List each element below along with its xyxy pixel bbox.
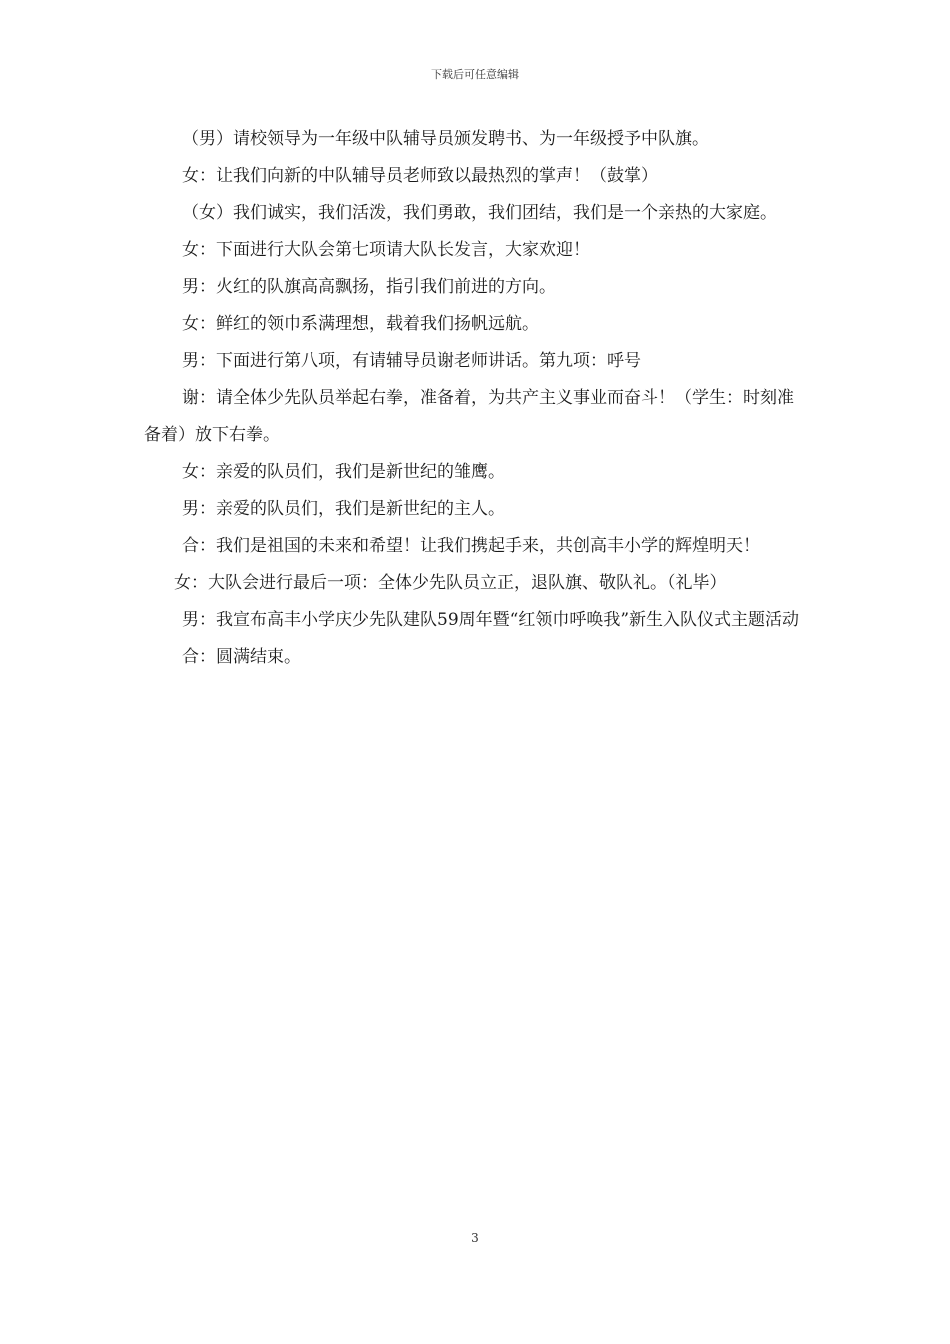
paragraph: 合：圆满结束。 (182, 647, 301, 667)
paragraph: 女：鲜红的领巾系满理想，载着我们扬帆远航。 (182, 314, 539, 334)
paragraph: 女：让我们向新的中队辅导员老师致以最热烈的掌声！（鼓掌） (182, 166, 658, 186)
paragraph: 男：亲爱的队员们，我们是新世纪的主人。 (182, 499, 505, 519)
paragraph: 女：亲爱的队员们，我们是新世纪的雏鹰。 (182, 462, 505, 482)
paragraph: （女）我们诚实，我们活泼，我们勇敢，我们团结，我们是一个亲热的大家庭。 (182, 203, 777, 223)
paragraph: 男：下面进行第八项，有请辅导员谢老师讲话。第九项：呼号 (182, 351, 641, 371)
paragraph: 女：下面进行大队会第七项请大队长发言，大家欢迎！ (182, 240, 590, 260)
page-header: 下载后可任意编辑 (431, 68, 519, 81)
paragraph: 女：大队会进行最后一项：全体少先队员立正，退队旗、敬队礼。（礼毕） (174, 573, 727, 593)
paragraph: 谢：请全体少先队员举起右拳，准备着，为共产主义事业而奋斗！（学生：时刻准备着）放下右拳。 (144, 388, 794, 445)
paragraph: 男：我宣布高丰小学庆少先队建队59周年暨“红领巾呼唤我”新生入队仪式主题活动 (182, 610, 800, 630)
paragraph: 男：火红的队旗高高飘扬，指引我们前进的方向。 (182, 277, 556, 297)
page-number: 3 (471, 1231, 479, 1245)
paragraph: 合：我们是祖国的未来和希望！让我们携起手来，共创高丰小学的辉煌明天！ (182, 536, 760, 556)
document-body (144, 121, 810, 676)
paragraph: （男）请校领导为一年级中队辅导员颁发聘书、为一年级授予中队旗。 (182, 129, 709, 149)
